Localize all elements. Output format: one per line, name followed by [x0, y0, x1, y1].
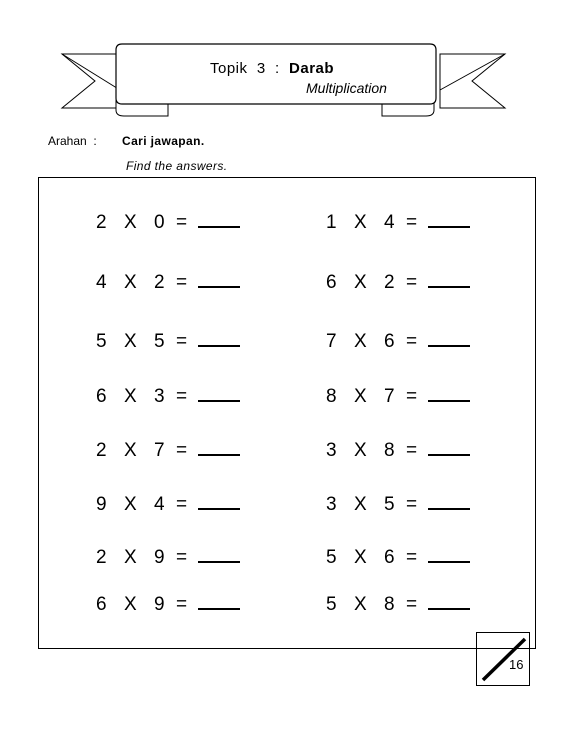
- operand-b: 8: [384, 440, 395, 461]
- operand-a: 6: [96, 386, 107, 407]
- operand-b: 0: [154, 212, 165, 233]
- question-right-4: [326, 382, 470, 408]
- answer-blank[interactable]: [428, 382, 470, 402]
- question-left-3: [96, 327, 240, 353]
- instruction-label: Arahan :: [48, 134, 97, 148]
- topic-english: Multiplication: [306, 80, 387, 96]
- operator: X: [354, 386, 367, 407]
- operand-b: 5: [154, 331, 165, 352]
- question-left-2: [96, 268, 240, 294]
- equals-sign: =: [406, 212, 418, 233]
- operator: X: [354, 594, 367, 615]
- operator: X: [124, 494, 137, 515]
- question-left-5: [96, 436, 240, 462]
- equals-sign: =: [406, 494, 418, 515]
- question-right-1: [326, 208, 470, 234]
- question-left-7: [96, 543, 240, 569]
- operator: X: [354, 272, 367, 293]
- operator: X: [124, 331, 137, 352]
- question-left-8: [96, 590, 240, 616]
- answer-blank[interactable]: [198, 268, 240, 288]
- operand-a: 6: [326, 272, 337, 293]
- operand-b: 9: [154, 547, 165, 568]
- operand-a: 2: [96, 212, 107, 233]
- operand-b: 6: [384, 331, 395, 352]
- operand-a: 2: [96, 547, 107, 568]
- operand-b: 5: [384, 494, 395, 515]
- operand-b: 6: [384, 547, 395, 568]
- answer-blank[interactable]: [198, 208, 240, 228]
- operand-a: 5: [326, 594, 337, 615]
- operand-a: 2: [96, 440, 107, 461]
- question-left-6: [96, 490, 240, 516]
- operator: X: [354, 331, 367, 352]
- operand-b: 4: [154, 494, 165, 515]
- answer-blank[interactable]: [198, 382, 240, 402]
- page-number: 16: [509, 657, 524, 672]
- answer-blank[interactable]: [428, 208, 470, 228]
- operand-a: 3: [326, 494, 337, 515]
- operand-a: 1: [326, 212, 337, 233]
- equals-sign: =: [176, 594, 188, 615]
- operator: X: [354, 440, 367, 461]
- questions-box: [38, 177, 536, 649]
- equals-sign: =: [176, 212, 188, 233]
- operand-b: 9: [154, 594, 165, 615]
- operand-b: 3: [154, 386, 165, 407]
- answer-blank[interactable]: [198, 490, 240, 510]
- operand-b: 7: [384, 386, 395, 407]
- question-left-4: [96, 382, 240, 408]
- operand-b: 4: [384, 212, 395, 233]
- operator: X: [124, 594, 137, 615]
- answer-blank[interactable]: [428, 327, 470, 347]
- question-right-5: [326, 436, 470, 462]
- equals-sign: =: [176, 494, 188, 515]
- answer-blank[interactable]: [198, 436, 240, 456]
- equals-sign: =: [406, 594, 418, 615]
- answer-blank[interactable]: [428, 543, 470, 563]
- operand-a: 3: [326, 440, 337, 461]
- operator: X: [354, 494, 367, 515]
- equals-sign: =: [406, 272, 418, 293]
- operand-a: 9: [96, 494, 107, 515]
- operator: X: [124, 386, 137, 407]
- equals-sign: =: [176, 386, 188, 407]
- operand-b: 2: [384, 272, 395, 293]
- equals-sign: =: [176, 440, 188, 461]
- operand-a: 4: [96, 272, 107, 293]
- question-right-3: [326, 327, 470, 353]
- topic-label: Topik 3 :: [210, 60, 280, 77]
- equals-sign: =: [176, 272, 188, 293]
- operator: X: [124, 440, 137, 461]
- answer-blank[interactable]: [428, 590, 470, 610]
- operand-a: 5: [96, 331, 107, 352]
- question-right-8: [326, 590, 470, 616]
- operand-a: 5: [326, 547, 337, 568]
- equals-sign: =: [406, 440, 418, 461]
- instruction-english: Find the answers.: [126, 159, 228, 173]
- operator: X: [354, 547, 367, 568]
- answer-blank[interactable]: [198, 590, 240, 610]
- answer-blank[interactable]: [428, 436, 470, 456]
- topic-name: Darab: [289, 60, 335, 77]
- operand-b: 8: [384, 594, 395, 615]
- topic-heading: [210, 60, 334, 77]
- answer-blank[interactable]: [428, 490, 470, 510]
- equals-sign: =: [406, 386, 418, 407]
- equals-sign: =: [176, 331, 188, 352]
- answer-blank[interactable]: [428, 268, 470, 288]
- equals-sign: =: [176, 547, 188, 568]
- equals-sign: =: [406, 547, 418, 568]
- question-left-1: [96, 208, 240, 234]
- operator: X: [124, 272, 137, 293]
- question-right-2: [326, 268, 470, 294]
- operand-b: 7: [154, 440, 165, 461]
- operator: X: [354, 212, 367, 233]
- operator: X: [124, 547, 137, 568]
- question-right-6: [326, 490, 470, 516]
- answer-blank[interactable]: [198, 543, 240, 563]
- question-right-7: [326, 543, 470, 569]
- operator: X: [124, 212, 137, 233]
- instruction-malay: Cari jawapan.: [122, 134, 205, 148]
- answer-blank[interactable]: [198, 327, 240, 347]
- operand-a: 8: [326, 386, 337, 407]
- operand-a: 7: [326, 331, 337, 352]
- equals-sign: =: [406, 331, 418, 352]
- operand-b: 2: [154, 272, 165, 293]
- operand-a: 6: [96, 594, 107, 615]
